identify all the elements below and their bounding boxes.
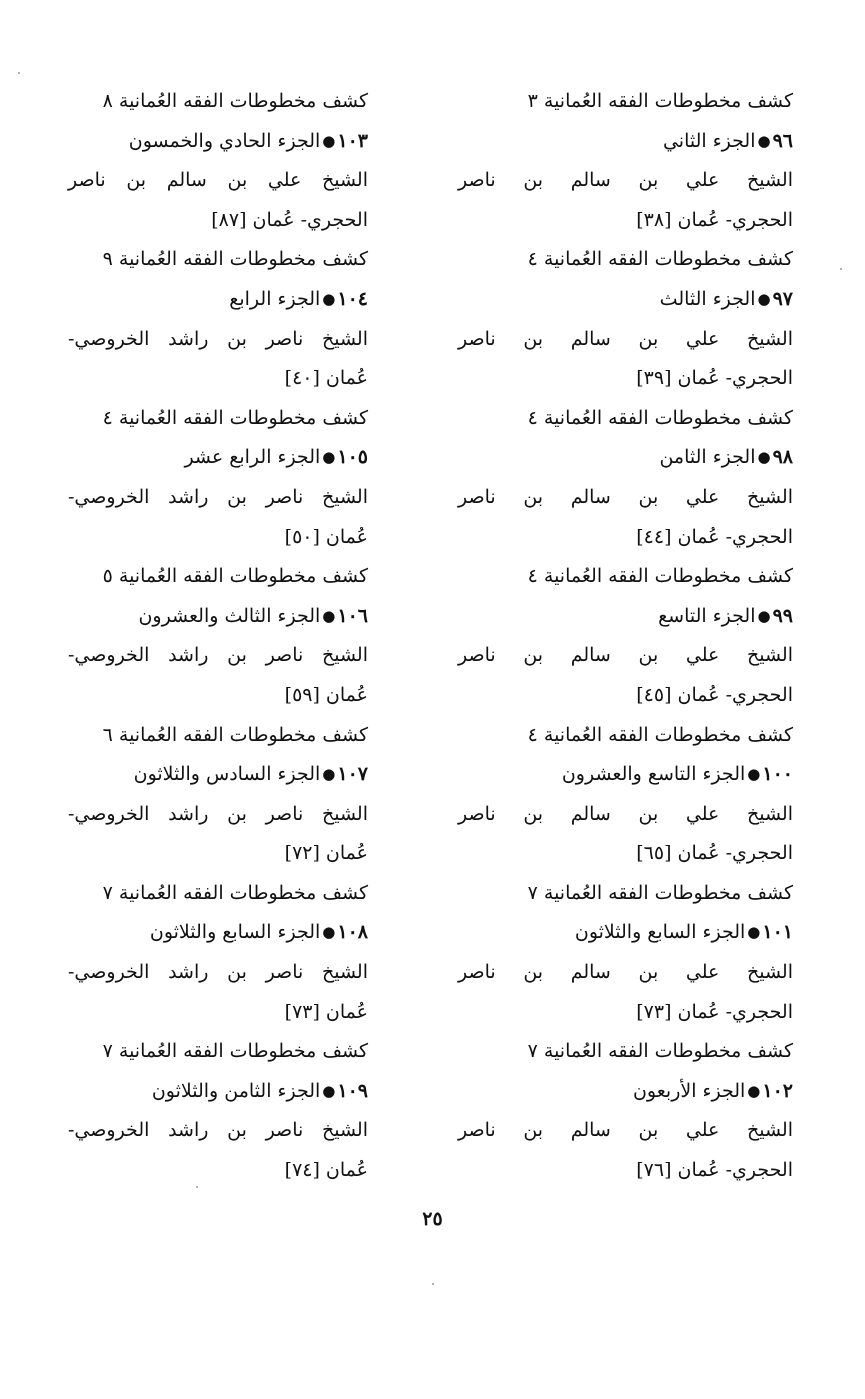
entry-number: ١٠٠ <box>762 763 793 786</box>
catalog-reference: كشف مخطوطات الفقه العُمانية ٧ <box>527 881 793 904</box>
author-line-end: الحجري- عُمان [٧٦] <box>636 1159 793 1182</box>
entry-title: الجزء الثالث <box>659 287 756 310</box>
catalog-reference: كشف مخطوطات الفقه العُمانية ٦ <box>102 723 368 746</box>
entry-title: الجزء الحادي والخمسون <box>128 129 321 152</box>
bullet-icon: ● <box>322 923 336 942</box>
entry-heading <box>68 755 368 795</box>
author-line: الشيخ علي بن سالم بن ناصر <box>458 169 793 192</box>
author-line: الشيخ علي بن سالم بن ناصر <box>68 169 368 192</box>
entry-heading <box>68 1072 368 1112</box>
entry-number: ٩٦ <box>772 129 793 152</box>
entry-heading <box>458 755 793 795</box>
scan-speck <box>432 1283 434 1285</box>
author-line-end: عُمان [٧٣] <box>284 1000 368 1023</box>
entry-heading <box>458 913 793 953</box>
entry-number: ١٠٦ <box>337 604 368 627</box>
scan-speck <box>840 268 842 270</box>
catalog-reference: كشف مخطوطات الفقه العُمانية ٤ <box>527 723 793 746</box>
left-column <box>68 82 368 1191</box>
bullet-icon: ● <box>322 606 336 625</box>
page-number: ٢٥ <box>422 1208 443 1230</box>
author-line-end: الحجري- عُمان [٣٨] <box>636 208 793 231</box>
bullet-icon: ● <box>322 765 336 784</box>
entry-title: الجزء الثامن والثلاثون <box>151 1079 321 1102</box>
scan-speck <box>18 72 20 74</box>
author-line: الشيخ علي بن سالم بن ناصر <box>458 485 793 508</box>
catalog-reference: كشف مخطوطات الفقه العُمانية ٤ <box>102 406 368 429</box>
entry-title: الجزء التاسع والعشرون <box>561 763 746 786</box>
author-line: الشيخ علي بن سالم بن ناصر <box>458 961 793 984</box>
author-line: الشيخ علي بن سالم بن ناصر <box>458 327 793 350</box>
author-line-end: الحجري- عُمان [٦٥] <box>636 842 793 865</box>
bullet-icon: ● <box>322 448 336 467</box>
author-line-end: الحجري- عُمان [٤٥] <box>636 683 793 706</box>
author-line-end: عُمان [٧٤] <box>284 1159 368 1182</box>
author-line: الشيخ ناصر بن راشد الخروصي- <box>68 1119 368 1142</box>
entry-number: ١٠٩ <box>337 1079 368 1102</box>
author-line: الشيخ علي بن سالم بن ناصر <box>458 1119 793 1142</box>
bullet-icon: ● <box>322 131 336 150</box>
author-line: الشيخ علي بن سالم بن ناصر <box>458 644 793 667</box>
entry-number: ١٠٣ <box>337 129 368 152</box>
author-line-end: الحجري- عُمان [٨٧] <box>211 208 368 231</box>
bullet-icon: ● <box>757 448 771 467</box>
catalog-reference: كشف مخطوطات الفقه العُمانية ٤ <box>527 565 793 588</box>
entry-title: الجزء الثالث والعشرون <box>138 604 321 627</box>
catalog-reference: كشف مخطوطات الفقه العُمانية ٩ <box>102 248 368 271</box>
entry-title: الجزء الأربعون <box>632 1079 746 1102</box>
entry-title: الجزء الثامن <box>659 446 756 469</box>
author-line-end: عُمان [٤٠] <box>284 367 368 390</box>
catalog-reference: كشف مخطوطات الفقه العُمانية ٧ <box>102 1040 368 1063</box>
catalog-reference: كشف مخطوطات الفقه العُمانية ٨ <box>102 90 368 112</box>
bullet-icon: ● <box>747 765 761 784</box>
scan-speck <box>196 1186 198 1188</box>
author-line-end: الحجري- عُمان [٤٤] <box>636 525 793 548</box>
entry-title: الجزء الرابع عشر <box>184 446 321 469</box>
entry-heading <box>458 1072 793 1112</box>
entry-title: الجزء السابع والثلاثون <box>149 921 321 944</box>
author-line-end: الحجري- عُمان [٧٣] <box>636 1000 793 1023</box>
entry-number: ١٠٢ <box>762 1079 793 1102</box>
catalog-reference: كشف مخطوطات الفقه العُمانية ٥ <box>102 565 368 588</box>
entry-number: ١٠٥ <box>337 446 368 469</box>
bullet-icon: ● <box>757 289 771 308</box>
right-column <box>458 82 793 1191</box>
catalog-reference: كشف مخطوطات الفقه العُمانية ٧ <box>527 1040 793 1063</box>
entry-title: الجزء الرابع <box>229 287 321 310</box>
catalog-reference: كشف مخطوطات الفقه العُمانية ٣ <box>527 90 793 112</box>
bullet-icon: ● <box>747 923 761 942</box>
author-line-end: الحجري- عُمان [٣٩] <box>636 367 793 390</box>
entry-heading <box>68 597 368 637</box>
bullet-icon: ● <box>322 1081 336 1100</box>
bullet-icon: ● <box>757 606 771 625</box>
author-line-end: عُمان [٥٠] <box>284 525 368 548</box>
catalog-reference: كشف مخطوطات الفقه العُمانية ٤ <box>527 248 793 271</box>
entry-heading <box>458 438 793 478</box>
entry-number: ١٠١ <box>762 921 793 944</box>
author-line: الشيخ علي بن سالم بن ناصر <box>458 802 793 825</box>
author-line: الشيخ ناصر بن راشد الخروصي- <box>68 961 368 984</box>
entry-number: ١٠٧ <box>337 763 368 786</box>
entry-number: ١٠٨ <box>337 921 368 944</box>
entry-heading <box>458 122 793 162</box>
author-line: الشيخ ناصر بن راشد الخروصي- <box>68 644 368 667</box>
catalog-reference: كشف مخطوطات الفقه العُمانية ٤ <box>527 406 793 429</box>
entry-heading <box>458 280 793 320</box>
entry-number: ٩٧ <box>772 287 793 310</box>
entry-number: ٩٨ <box>772 446 793 469</box>
entry-heading <box>68 122 368 162</box>
bullet-icon: ● <box>322 289 336 308</box>
author-line: الشيخ ناصر بن راشد الخروصي- <box>68 327 368 350</box>
entry-title: الجزء السادس والثلاثون <box>133 763 321 786</box>
entry-heading <box>458 597 793 637</box>
entry-title: الجزء التاسع <box>658 604 756 627</box>
entry-heading <box>68 438 368 478</box>
bullet-icon: ● <box>757 131 771 150</box>
catalog-reference: كشف مخطوطات الفقه العُمانية ٧ <box>102 881 368 904</box>
entry-title: الجزء السابع والثلاثون <box>574 921 746 944</box>
author-line-end: عُمان [٧٢] <box>284 842 368 865</box>
entry-title: الجزء الثاني <box>662 129 756 152</box>
author-line: الشيخ ناصر بن راشد الخروصي- <box>68 485 368 508</box>
entry-number: ٩٩ <box>772 604 793 627</box>
entry-heading <box>68 913 368 953</box>
author-line: الشيخ ناصر بن راشد الخروصي- <box>68 802 368 825</box>
author-line-end: عُمان [٥٩] <box>284 683 368 706</box>
bullet-icon: ● <box>747 1081 761 1100</box>
entry-heading <box>68 280 368 320</box>
entry-number: ١٠٤ <box>337 287 368 310</box>
